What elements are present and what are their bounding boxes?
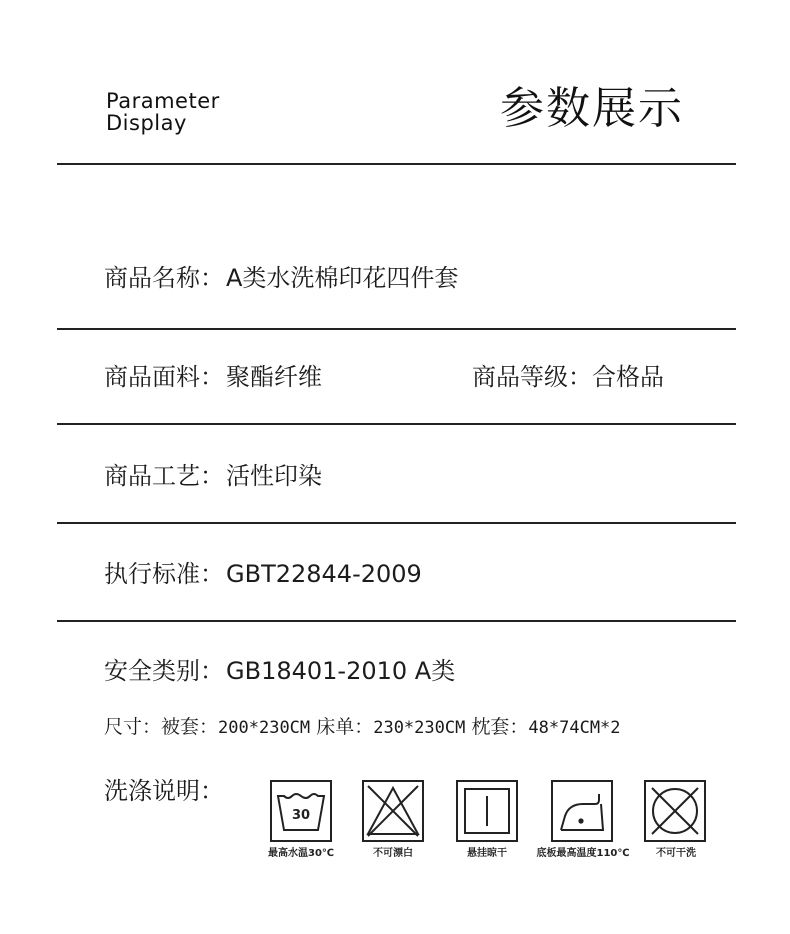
wash-30-icon xyxy=(270,780,332,842)
craft-value: 活性印染 xyxy=(226,462,322,490)
no-dry-clean-icon xyxy=(644,780,706,842)
craft-label: 商品工艺： xyxy=(104,462,224,490)
iron-low-icon xyxy=(551,780,613,842)
sheet-value: 230*230CM xyxy=(373,718,466,738)
no-dry-clean-caption: 不可干洗 xyxy=(656,848,696,859)
hang-dry-caption: 悬挂晾干 xyxy=(467,848,507,859)
duvet-value: 200*230CM xyxy=(218,718,311,738)
fabric-label: 商品面料： xyxy=(104,363,224,391)
english-title xyxy=(106,90,220,134)
safety-label: 安全类别： xyxy=(104,657,224,685)
divider xyxy=(57,423,736,425)
standard-value: GBT22844-2009 xyxy=(226,560,422,588)
product-name-row xyxy=(104,263,458,293)
english-title-line1: Parameter xyxy=(106,89,220,113)
hang-dry-icon xyxy=(456,780,518,842)
english-title-line2: Display xyxy=(106,111,187,135)
product-name-label: 商品名称： xyxy=(104,264,224,292)
product-name-value: A类水洗棉印花四件套 xyxy=(226,264,459,292)
size-row xyxy=(104,713,621,742)
no-bleach-icon xyxy=(362,780,424,842)
divider xyxy=(57,328,736,330)
no-bleach-caption: 不可漂白 xyxy=(373,848,413,859)
sheet-label: 床单： xyxy=(316,716,374,738)
wash-30-caption: 最高水温30℃ xyxy=(267,848,335,859)
safety-value: GB18401-2010 A类 xyxy=(226,657,456,685)
divider xyxy=(57,163,736,165)
safety-row xyxy=(104,656,455,686)
standard-row xyxy=(104,559,422,589)
chinese-title: 参数展示 xyxy=(500,83,684,134)
pillow-label: 枕套： xyxy=(471,716,529,738)
iron-low-caption: 底板最高温度110℃ xyxy=(536,848,630,859)
wash-temp-number: 30 xyxy=(291,808,311,823)
duvet-label: 被套： xyxy=(161,716,219,738)
standard-label: 执行标准： xyxy=(104,560,224,588)
divider xyxy=(57,522,736,524)
wash-label: 洗涤说明： xyxy=(104,777,224,805)
craft-row xyxy=(104,461,322,491)
fabric-row xyxy=(104,362,322,392)
divider xyxy=(57,620,736,622)
grade-label: 商品等级： xyxy=(472,363,592,391)
grade-row xyxy=(472,362,664,392)
pillow-value: 48*74CM*2 xyxy=(528,718,621,738)
size-label: 尺寸： xyxy=(104,716,162,738)
fabric-value: 聚酯纤维 xyxy=(226,363,322,391)
grade-value: 合格品 xyxy=(592,363,664,391)
